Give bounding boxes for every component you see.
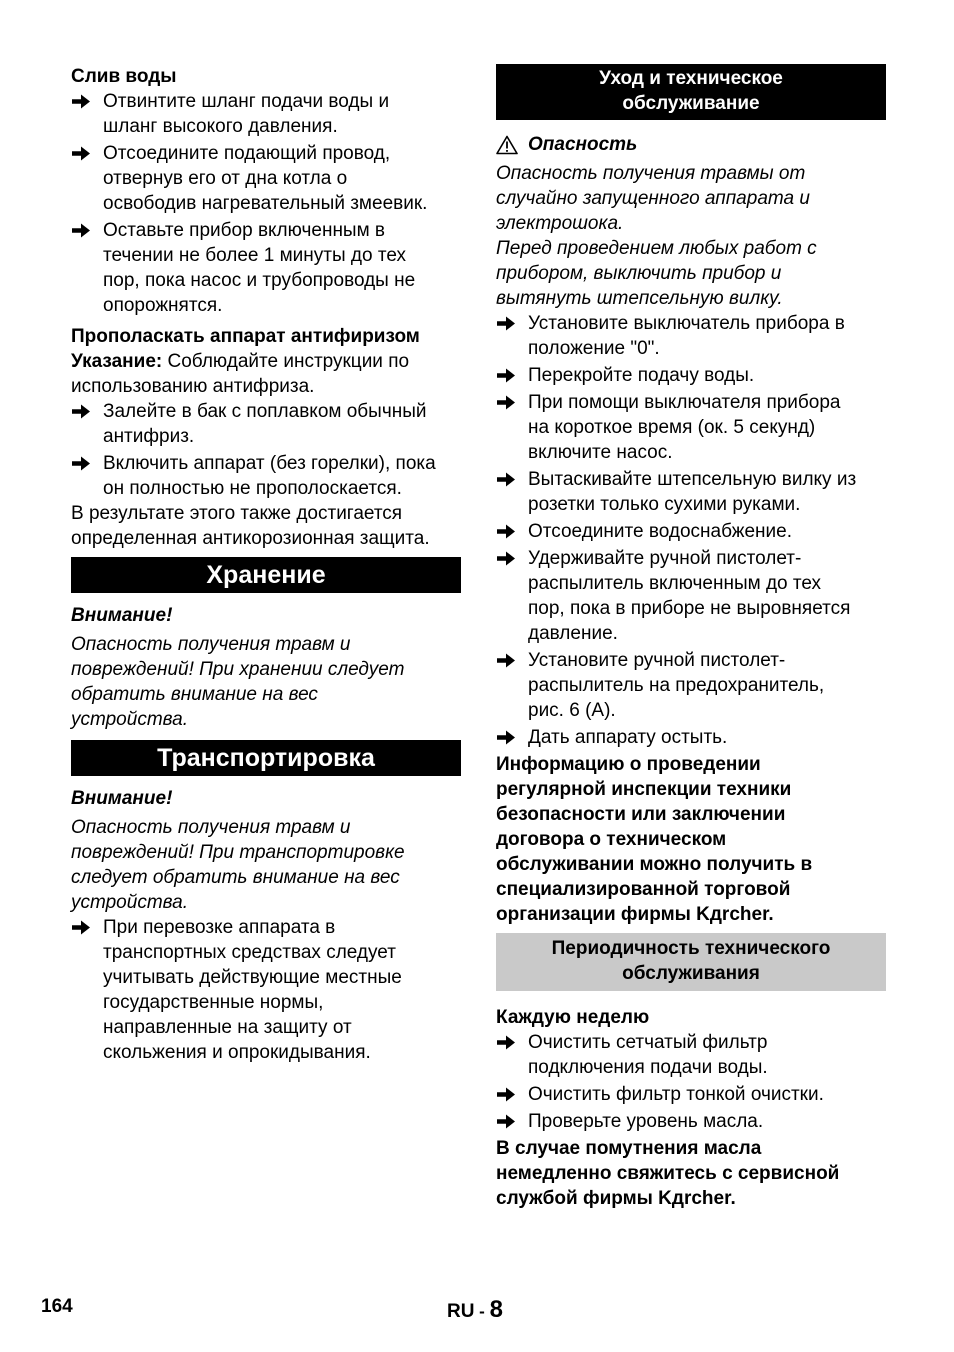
list-item-line: Вытаскивайте штепсельную вилку из [528,469,857,490]
storage-heading: Хранение [71,557,461,593]
list-item-line: распылитель включенным до тех [528,573,822,594]
arrow-bullet-icon [496,471,516,488]
list-item [71,89,461,139]
section-page-number: 8 [489,1296,503,1323]
arrow-bullet-icon [496,1113,516,1130]
list-item [496,1109,886,1134]
note-text: Соблюдайте инструкции по [162,351,410,372]
text-line: Опасность получения травмы от [496,163,806,184]
text-line: вытянуть штепсельную вилку. [496,288,783,309]
list-item [496,519,886,544]
list-item-line: Включить аппарат (без горелки), пока [103,453,436,474]
list-item-line: Отсоедините подающий провод, [103,143,391,164]
arrow-bullet-icon [496,394,516,411]
list-item-line: рис. 6 (A). [528,700,616,721]
language-code: RU [447,1301,475,1322]
text-line: безопасности или заключении [496,804,786,825]
list-item-line: Очистить фильтр тонкой очистки. [528,1084,824,1105]
text-line: обслуживание [622,93,760,114]
list-item-line: положение "0". [528,338,660,359]
list-item-line: антифриз. [103,426,195,447]
danger-text [496,161,886,311]
list-item-line: розетки только сухими руками. [528,494,801,515]
list-item-line: Отвинтите шланг подачи воды и [103,91,390,112]
list-item [71,399,461,449]
text-line: следует обратить внимание на вес [71,867,400,888]
warning-triangle-icon [496,135,518,155]
list-item-line: При помощи выключателя прибора [528,392,841,413]
list-item-line: скольжения и опрокидывания. [103,1042,371,1063]
text-line: В случае помутнения масла [496,1138,762,1159]
list-item-line: Удерживайте ручной пистолет- [528,548,802,569]
arrow-bullet-icon [496,367,516,384]
list-item [496,311,886,361]
list-item [496,1082,886,1107]
text-line: В результате этого также достигается [71,503,403,524]
text-line: службой фирмы Kдrcher. [496,1188,736,1209]
text-line: организации фирмы Kдrcher. [496,904,774,925]
text-line: обслуживании можно получить в [496,854,813,875]
text-line: прибором, выключить прибор и [496,263,782,284]
text-line: обратить внимание на вес [71,684,318,705]
list-item-line: Очистить сетчатый фильтр [528,1032,768,1053]
list-item-line: При перевозке аппарата в [103,917,336,938]
note-line [71,349,461,374]
list-item [71,141,461,216]
result-paragraph [71,501,461,551]
list-item [496,467,886,517]
list-item-line: Перекройте подачу воды. [528,365,755,386]
arrow-bullet-icon [496,729,516,746]
list-item [71,915,461,1065]
list-item-line: шланг высокого давления. [103,116,338,137]
rinse-list [71,399,461,501]
text-line: электрошока. [496,213,624,234]
list-item [496,363,886,388]
list-item-line: учитывать действующие местные [103,967,402,988]
text-line: Уход и техническое [599,68,783,89]
rinse-title: Прополаскать аппарат антифиризом [71,326,420,347]
text-line: устройства. [71,892,188,913]
list-item-line: Отсоедините водоснабжение. [528,521,792,542]
danger-title-row [496,132,886,157]
text-line: Периодичность технического [551,938,831,959]
weekly-title: Каждую неделю [496,1007,650,1028]
text-line: случайно запущенного аппарата и [496,188,810,209]
arrow-bullet-icon [71,145,91,162]
list-item [496,725,886,750]
list-item [71,218,461,318]
care-heading [496,64,886,120]
arrow-bullet-icon [496,315,516,332]
arrow-bullet-icon [71,403,91,420]
oil-paragraph [496,1136,886,1211]
transport-list [71,915,461,1065]
drain-title: Слив воды [71,66,177,87]
interval-heading [496,933,886,991]
list-item [496,648,886,723]
list-item-line: течении не более 1 минуты до тех [103,245,406,266]
transport-warning-text [71,815,461,915]
list-item-line: подключения подачи воды. [528,1057,768,1078]
text-line: Перед проведением любых работ с [496,238,817,259]
list-item-line: пор, пока в приборе не выровняется [528,598,851,619]
list-item-line: транспортных средствах следует [103,942,396,963]
list-item-line: на короткое время (ок. 5 секунд) [528,417,816,438]
list-item-line: он полностью не прополоскается. [103,478,402,499]
text-line: определенная антикорозионная защита. [71,528,430,549]
list-item-line: направленные на защиту от [103,1017,352,1038]
info-paragraph [496,752,886,927]
text-line: Опасность получения травм и [71,817,351,838]
list-item [496,390,886,465]
page-number: 164 [41,1296,73,1317]
section-page-label [447,1296,503,1324]
list-item-line: государственные нормы, [103,992,324,1013]
arrow-bullet-icon [496,1086,516,1103]
arrow-bullet-icon [71,222,91,239]
list-item-line: Установите ручной пистолет- [528,650,786,671]
text-line: специализированной торговой [496,879,791,900]
text-line: немедленно свяжитесь с сервисной [496,1163,840,1184]
list-item [496,1030,886,1080]
text-line: регулярной инспекции техники [496,779,792,800]
text-line: Информацию о проведении [496,754,761,775]
transport-warning-title: Внимание! [71,788,173,809]
storage-warning-title: Внимание! [71,605,173,626]
arrow-bullet-icon [496,1034,516,1051]
arrow-bullet-icon [71,455,91,472]
arrow-bullet-icon [71,919,91,936]
arrow-bullet-icon [496,523,516,540]
note-line-2: использованию антифриза. [71,376,315,397]
page-dash: - [474,1302,490,1321]
list-item-line: включите насос. [528,442,673,463]
text-line: повреждений! При хранении следует [71,659,405,680]
list-item-line: Установите выключатель прибора в [528,313,845,334]
note-label: Указание: [71,351,163,372]
list-item-line: распылитель на предохранитель, [528,675,825,696]
list-item-line: пор, пока насос и трубопроводы не [103,270,416,291]
arrow-bullet-icon [496,550,516,567]
text-line: Опасность получения травм и [71,634,351,655]
list-item-line: Залейте в бак с поплавком обычный [103,401,427,422]
text-line: договора о техническом [496,829,727,850]
transport-heading: Транспортировка [71,740,461,776]
text-line: устройства. [71,709,188,730]
list-item-line: Оставьте прибор включенным в [103,220,386,241]
list-item [496,546,886,646]
danger-title: Опасность [528,134,638,155]
arrow-bullet-icon [496,652,516,669]
drain-list [71,89,461,318]
arrow-bullet-icon [71,93,91,110]
list-item [71,451,461,501]
list-item-line: отвернув его от дна котла о [103,168,348,189]
left-column [71,64,461,1065]
list-item-line: Проверьте уровень масла. [528,1111,764,1132]
right-column [496,64,886,1211]
storage-warning-text [71,632,461,732]
list-item-line: освободив нагревательный змеевик. [103,193,428,214]
list-item-line: Дать аппарату остыть. [528,727,728,748]
text-line: повреждений! При транспортировке [71,842,405,863]
list-item-line: опорожнятся. [103,295,223,316]
text-line: обслуживания [622,963,760,984]
weekly-list [496,1030,886,1134]
list-item-line: давление. [528,623,618,644]
care-list [496,311,886,750]
